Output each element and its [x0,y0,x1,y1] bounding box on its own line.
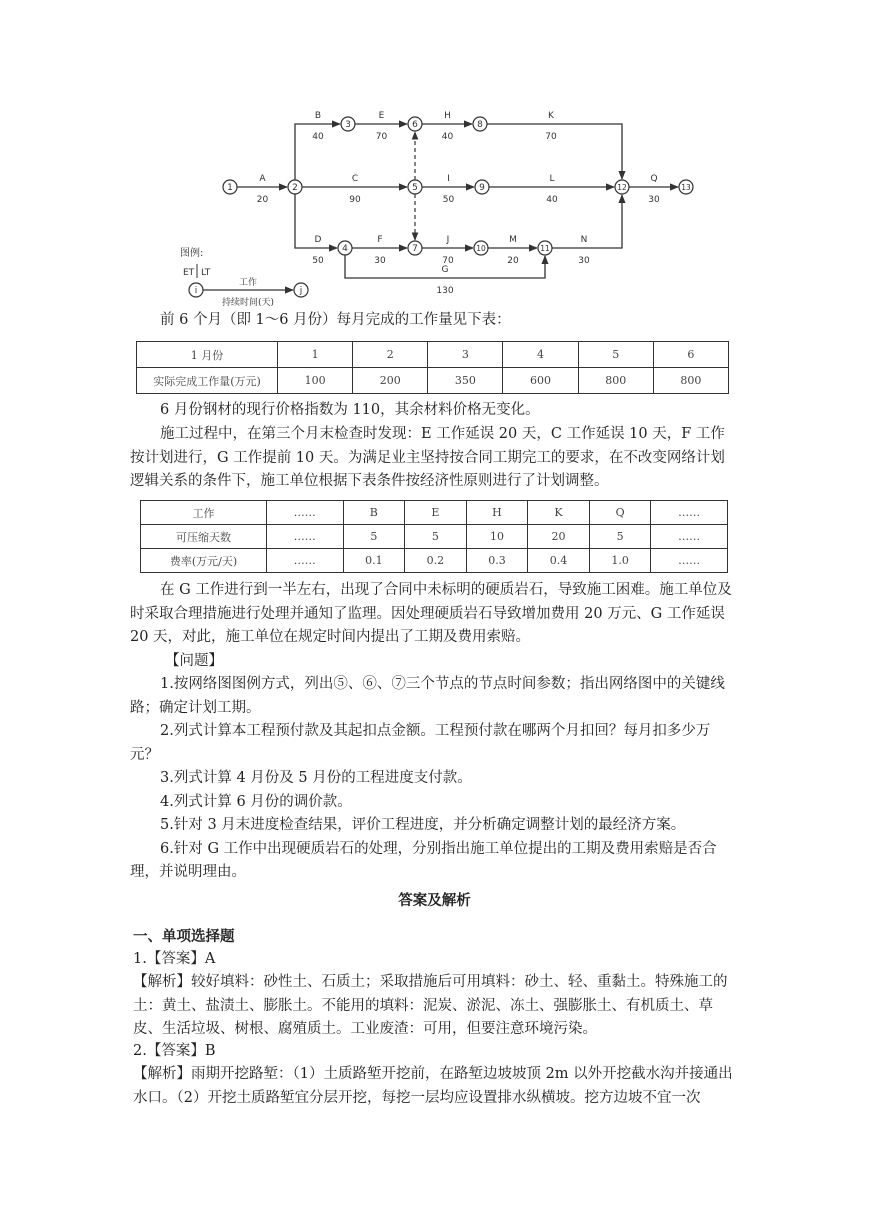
legend-et: ET [183,268,195,278]
table2-header-cell: E [405,501,467,525]
answer-title: 答案及解析 [398,892,471,909]
question-item: 6.针对 G 工作中出现硬质岩石的处理，分别指出施工单位提出的工期及费用索赔是否合理，并说明理由。 [130,840,717,880]
activity-dur: 70 [442,256,454,266]
svg-text:j: j [299,286,303,296]
activity-name: B [314,111,322,121]
table2-row-cell: 0.1 [343,549,405,573]
explanation-2: 【解析】雨期开挖路堑：（1）土质路堑开挖前，在路堑边坡坡顶 2m 以外开挖截水沟并接通出水口。（2）开挖土质路堑宜分层开挖，每挖一层均应设置排水纵横坡。挖方边坡不宜一次 [133,1066,733,1106]
activity-dur: 40 [312,132,324,142]
table2-header-cell: K [528,501,590,525]
table1-header-cell: 3 [428,342,503,368]
table2-row-cell: 0.3 [466,549,528,573]
legend-lt: LT [201,268,211,278]
activity-dur: 130 [436,286,454,296]
table2-row-cell: …… [267,525,344,549]
question-list [130,673,736,885]
question-item: 3.列式计算 4 月份及 5 月份的工程进度支付款。 [160,770,472,786]
activity-dur: 20 [256,195,269,205]
intro-text: 前 6 个月（即 1～6 月份）每月完成的工作量见下表： [160,312,511,328]
table2-header-cell: …… [651,501,728,525]
table1-header-cell: 1 [278,342,353,368]
activity-name: H [444,111,451,121]
node-number: 9 [479,183,485,194]
activity-name: N [580,235,588,245]
question-item: 5.针对 3 月末进度检查结果，评价工程进度，并分析确定调整计划的最经济方案。 [160,817,686,833]
table1-row-cell: 800 [653,368,728,394]
table2-row-cell: 5 [589,525,651,549]
svg-text:i: i [194,286,198,296]
activity-name: M [509,235,517,245]
table2-row-cell: 费率(万元/天) [141,549,267,573]
table1-header-cell: 6 [653,342,728,368]
answer-1: 1.【答案】A [133,951,216,967]
table1-header-cell: 2 [353,342,428,368]
activity-name: I [447,174,450,184]
activity-dur: 30 [374,256,386,266]
table2-row-cell: …… [267,549,344,573]
legend-work: 工作 [238,278,258,288]
process-text: 施工过程中，在第三个月末检查时发现：E 工作延误 20 天，C 工作延误 10 天，F 工作按计划进行，G 工作提前 10 天。为满足业主坚持按合同工期完工的要求，在不改变网络计划逻辑关系的条件下，施工单位根据下表条件按经济性原则进行了计划调整。 [130,426,725,489]
activity-name: Q [650,174,658,184]
table1-header-cell: 1 月份 [137,342,278,368]
question-item: 4.列式计算 6 月份的调价款。 [160,793,352,810]
table2-row-cell: …… [651,549,728,573]
question-item: 1.按网络图图例方式，列出⑤、⑥、⑦三个节点的节点时间参数；指出网络图中的关键线路；确定计划工期。 [130,676,725,716]
activity-name: A [259,174,266,184]
monthly-work-table [136,341,729,394]
activity-dur: 20 [507,256,519,266]
node-number: 1 [227,183,233,194]
table2-row-cell: …… [651,525,728,549]
table1-row-cell: 100 [278,368,353,394]
price-text: 6 月份钢材的现行价格指数为 110，其余材料价格无变化。 [160,402,540,418]
activity-name: L [549,174,555,184]
table2-row-cell: 20 [528,525,590,549]
table1-row-cell: 实际完成工作量(万元) [137,368,278,394]
activity-dur: 30 [648,195,660,205]
table1-row-cell: 600 [503,368,578,394]
activity-dur: 30 [578,256,590,266]
node-number: 12 [617,183,627,193]
node-number: 11 [540,244,550,254]
legend [180,246,308,308]
node-number: 2 [292,183,298,194]
node-number: 8 [477,120,483,131]
answer-2: 2.【答案】B [133,1043,216,1059]
legend-duration: 持续时间(天) [221,298,275,308]
table2-header-cell: B [343,501,405,525]
legend-title: 图例: [180,248,204,259]
table1-row-cell: 800 [578,368,653,394]
table2-row-cell: 10 [466,525,528,549]
table2-header-cell: …… [267,501,344,525]
activity-name: K [548,111,554,121]
activity-name: J [446,235,450,245]
activity-dur: 70 [545,132,557,142]
node-number: 5 [412,183,418,194]
table2-header-cell: 工作 [141,501,267,525]
node-number: 10 [476,244,486,254]
network-diagram [0,0,869,320]
question-item: 2.列式计算本工程预付款及其起扣点金额。工程预付款在哪两个月扣回？每月扣多少万元？ [130,723,711,763]
question-heading: 【问题】 [165,653,223,669]
table2-row-cell: 0.2 [405,549,467,573]
activity-dur: 40 [441,132,454,142]
activity-name: G [441,265,449,275]
activity-dur: 90 [349,195,361,205]
table2-row-cell: 5 [343,525,405,549]
activity-dur: 50 [312,256,324,266]
table1-row-cell: 350 [428,368,503,394]
compression-table [140,500,728,573]
node-number: 7 [412,244,418,255]
activity-name: C [351,174,359,184]
activity-dur: 40 [546,195,558,205]
node-number: 4 [342,244,348,255]
table2-header-cell: Q [589,501,651,525]
node-number: 13 [681,183,691,193]
table1-header-cell: 5 [578,342,653,368]
activity-name: E [378,111,385,121]
activity-name: F [377,235,383,245]
explanation-1: 【解析】较好填料：砂性土、石质土；采取措施后可用填料：砂土、轻、重黏土。特殊施工的土：黄土、盐渍土、膨胀土。不能用的填料：泥炭、淤泥、冻土、强膨胀土、有机质土、草皮、生活垃圾、树根、腐殖质土。工业废渣：可用，但要注意环境污染。 [133,974,728,1037]
table1-row-cell: 200 [353,368,428,394]
table1-header-cell: 4 [503,342,578,368]
table2-row-cell: 可压缩天数 [141,525,267,549]
node-number: 3 [345,120,351,131]
table2-row-cell: 0.4 [528,549,590,573]
table2-row-cell: 1.0 [589,549,651,573]
section-heading: 一、单项选择题 [133,928,235,945]
activity-dur: 70 [375,132,388,142]
node-number: 6 [412,120,418,131]
table2-header-cell: H [466,501,528,525]
activity-name: D [314,235,322,245]
activity-dur: 50 [442,195,455,205]
rock-text: 在 G 工作进行到一半左右，出现了合同中未标明的硬质岩石，导致施工困难。施工单位及时采取合理措施进行处理并通知了监理。因处理硬质岩石导致增加费用 20 万元、G 工作延误 20 天，对此，施工单位在规定时间内提出了工期及费用索赔。 [130,582,732,645]
table2-row-cell: 5 [405,525,467,549]
